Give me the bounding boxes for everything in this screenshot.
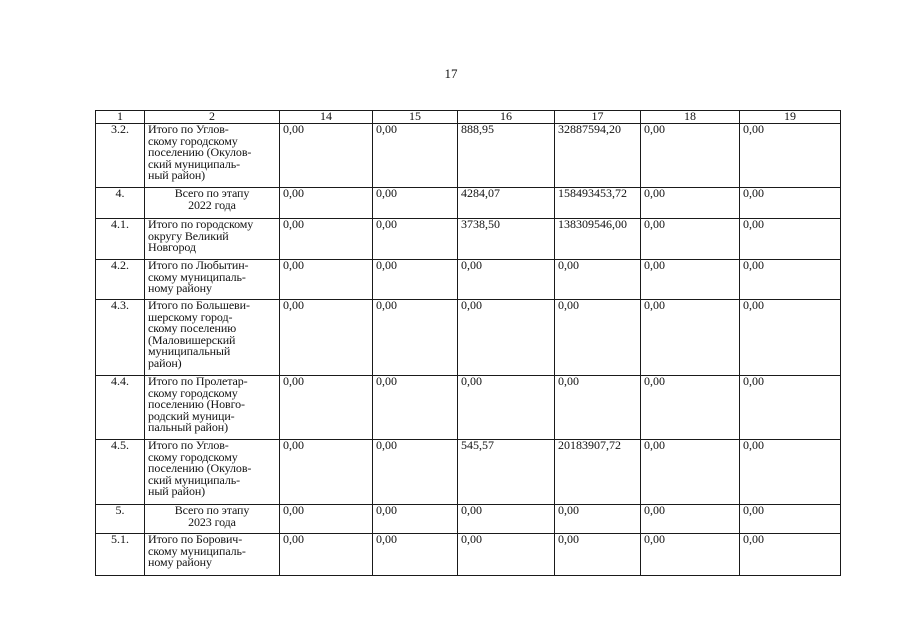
row-name: Итого по Пролетар- скому городскому поселению (Новго- родский муници- пальный район) xyxy=(145,376,280,440)
cell-col-19: 0,00 xyxy=(740,505,841,534)
header-cell: 1 xyxy=(96,111,145,124)
row-number: 4. xyxy=(96,188,145,219)
cell-col-15: 0,00 xyxy=(373,376,458,440)
row-number: 4.2. xyxy=(96,260,145,300)
row-name: Итого по Углов- скому городскому поселению (Окулов- ский муниципаль- ный район) xyxy=(145,124,280,188)
cell-col-14: 0,00 xyxy=(280,376,373,440)
cell-col-14: 0,00 xyxy=(280,440,373,505)
row-name: Итого по Углов- скому городскому поселению (Окулов- ский муниципаль- ный район) xyxy=(145,440,280,505)
cell-col-18: 0,00 xyxy=(641,188,740,219)
table-row xyxy=(96,300,841,376)
cell-col-16: 0,00 xyxy=(458,505,555,534)
cell-col-19: 0,00 xyxy=(740,188,841,219)
cell-col-18: 0,00 xyxy=(641,505,740,534)
cell-col-19: 0,00 xyxy=(740,300,841,376)
row-number: 4.5. xyxy=(96,440,145,505)
table-row xyxy=(96,534,841,576)
row-number: 4.1. xyxy=(96,219,145,260)
cell-col-16: 0,00 xyxy=(458,376,555,440)
cell-col-14: 0,00 xyxy=(280,260,373,300)
cell-col-16: 4284,07 xyxy=(458,188,555,219)
cell-col-19: 0,00 xyxy=(740,440,841,505)
row-number: 5. xyxy=(96,505,145,534)
cell-col-18: 0,00 xyxy=(641,534,740,576)
cell-col-15: 0,00 xyxy=(373,534,458,576)
row-name: Итого по Большеви- шерскому город- скому поселению (Маловишерский муниципальный район) xyxy=(145,300,280,376)
cell-col-17: 0,00 xyxy=(555,376,641,440)
cell-col-19: 0,00 xyxy=(740,219,841,260)
table-row xyxy=(96,124,841,188)
cell-col-16: 0,00 xyxy=(458,260,555,300)
cell-col-14: 0,00 xyxy=(280,188,373,219)
cell-col-15: 0,00 xyxy=(373,260,458,300)
cell-col-17: 0,00 xyxy=(555,300,641,376)
table-row xyxy=(96,376,841,440)
cell-col-15: 0,00 xyxy=(373,188,458,219)
cell-col-15: 0,00 xyxy=(373,300,458,376)
row-name: Итого по городскому округу Великий Новгород xyxy=(145,219,280,260)
row-number: 4.4. xyxy=(96,376,145,440)
header-cell: 18 xyxy=(641,111,740,124)
cell-col-18: 0,00 xyxy=(641,124,740,188)
cell-col-17: 0,00 xyxy=(555,505,641,534)
cell-col-16: 0,00 xyxy=(458,534,555,576)
cell-col-19: 0,00 xyxy=(740,376,841,440)
cell-col-17: 20183907,72 xyxy=(555,440,641,505)
cell-col-16: 3738,50 xyxy=(458,219,555,260)
cell-col-18: 0,00 xyxy=(641,440,740,505)
cell-col-15: 0,00 xyxy=(373,505,458,534)
cell-col-15: 0,00 xyxy=(373,219,458,260)
cell-col-17: 32887594,20 xyxy=(555,124,641,188)
cell-col-19: 0,00 xyxy=(740,124,841,188)
header-cell: 14 xyxy=(280,111,373,124)
cell-col-17: 0,00 xyxy=(555,260,641,300)
table-row xyxy=(96,219,841,260)
row-name: Всего по этапу 2023 года xyxy=(145,505,280,534)
header-cell: 15 xyxy=(373,111,458,124)
cell-col-19: 0,00 xyxy=(740,534,841,576)
cell-col-15: 0,00 xyxy=(373,124,458,188)
cell-col-19: 0,00 xyxy=(740,260,841,300)
cell-col-17: 138309546,00 xyxy=(555,219,641,260)
data-table xyxy=(95,110,841,576)
row-number: 5.1. xyxy=(96,534,145,576)
cell-col-14: 0,00 xyxy=(280,300,373,376)
cell-col-18: 0,00 xyxy=(641,219,740,260)
header-cell: 2 xyxy=(145,111,280,124)
header-cell: 19 xyxy=(740,111,841,124)
row-name: Итого по Борович- скому муниципаль- ному району xyxy=(145,534,280,576)
cell-col-16: 545,57 xyxy=(458,440,555,505)
cell-col-16: 888,95 xyxy=(458,124,555,188)
row-number: 4.3. xyxy=(96,300,145,376)
cell-col-14: 0,00 xyxy=(280,534,373,576)
row-number: 3.2. xyxy=(96,124,145,188)
cell-col-15: 0,00 xyxy=(373,440,458,505)
cell-col-16: 0,00 xyxy=(458,300,555,376)
cell-col-17: 0,00 xyxy=(555,534,641,576)
cell-col-14: 0,00 xyxy=(280,219,373,260)
cell-col-14: 0,00 xyxy=(280,505,373,534)
table-row xyxy=(96,440,841,505)
cell-col-17: 158493453,72 xyxy=(555,188,641,219)
cell-col-18: 0,00 xyxy=(641,300,740,376)
table-row xyxy=(96,188,841,219)
table-row xyxy=(96,260,841,300)
header-cell: 16 xyxy=(458,111,555,124)
table-header xyxy=(96,111,841,124)
row-name: Всего по этапу 2022 года xyxy=(145,188,280,219)
table-row xyxy=(96,505,841,534)
cell-col-18: 0,00 xyxy=(641,260,740,300)
cell-col-14: 0,00 xyxy=(280,124,373,188)
cell-col-18: 0,00 xyxy=(641,376,740,440)
row-name: Итого по Любытин- скому муниципаль- ному району xyxy=(145,260,280,300)
table-body xyxy=(96,124,841,576)
header-cell: 17 xyxy=(555,111,641,124)
page-number: 17 xyxy=(444,66,458,81)
header-row xyxy=(96,111,841,124)
